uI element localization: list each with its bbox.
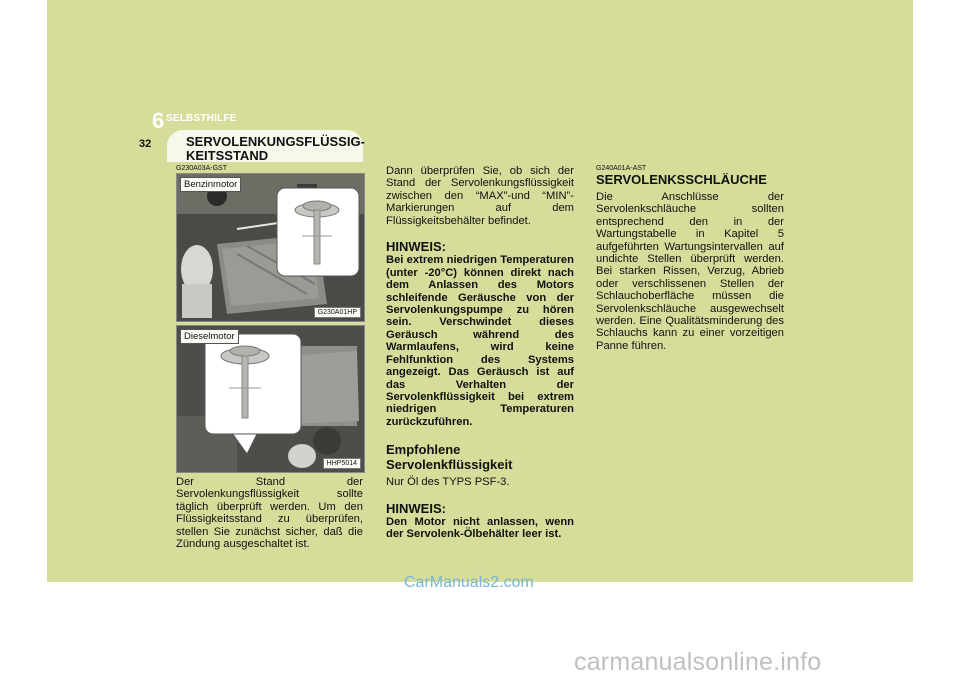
column2-intro: Dann überprüfen Sie, ob sich der Stand der Servolenkungsflüssigkeit zwischen den “MAX”-und “MIN”-Markierungen auf dem Flüssigkeitsbehälter befindet. bbox=[386, 165, 574, 227]
photo-label-diesel: Dieselmotor bbox=[180, 329, 239, 344]
photo-label-gasoline: Benzinmotor bbox=[180, 177, 241, 192]
section2-body-text: Die Anschlüsse der Servolenkschläuche sollten entsprechend den in der Wartungstabelle in Kapitel 5 aufgeführten Wartungsintervallen auf undichte Stellen überprüft werden. Bei starken Rissen, Verzug, Abrieb oder verschlissenen Stellen der Schlauchoberfläche müssen die Servolenkschläuche ausgewechselt werden. Eine Qualitätsminderung des Schlauchs kann zu einer vorzeitigen Panne führen. bbox=[596, 191, 784, 352]
engine-photo-diesel bbox=[176, 325, 365, 473]
section2-title: SERVOLENKSSCHLÄUCHE bbox=[596, 172, 767, 187]
section1-body-text: Der Stand der Servolenkungsflüssigkeit sollte täglich überprüft werden. Um den Flüssigkeitsstand zu überprüfen, stellen Sie zunächst sicher, daß die Zündung ausgeschaltet ist. bbox=[176, 476, 363, 551]
page-number: 32 bbox=[139, 138, 152, 150]
column2 bbox=[386, 165, 574, 541]
photo-code-diesel: HHP5014 bbox=[323, 458, 361, 469]
engine-bay-gasoline-illustration bbox=[177, 174, 364, 321]
note2-text: Den Motor nicht anlassen, wenn der Servolenk-Ölbehälter leer ist. bbox=[386, 515, 574, 541]
section-title: SERVOLENKUNGSFLÜSSIG-KEITSSTAND bbox=[186, 134, 365, 163]
chapter-number: 6 bbox=[152, 108, 165, 133]
note1-text: Bei extrem niedrigen Temperaturen (unter -20°C) können direkt nach dem Anlassen des Motors schleifende Geräusche von der Servolenkungspumpe zu hören sein. Verschwindet dieses Geräusch während des Warmlaufens, wird keine Fehlfunktion des Systems angezeigt. Das Geräusch ist auf das Verhalten der Servolenkflüssigkeit bei extrem niedrigen Temperaturen zurückzuführen. bbox=[386, 254, 574, 428]
chapter-title: SELBSTHILFE bbox=[166, 113, 237, 124]
section2-code: G240A01A-AST bbox=[596, 165, 647, 172]
section1-body bbox=[176, 476, 363, 550]
engine-bay-diesel-illustration bbox=[177, 326, 364, 472]
section2-body bbox=[596, 191, 784, 352]
photo-code-gasoline: G230A01HP bbox=[314, 307, 361, 318]
watermark-carmanualsonline: carmanualsonline.info bbox=[574, 648, 822, 676]
watermark-carmanuals2: CarManuals2.com bbox=[404, 574, 534, 591]
recommended-heading: Empfohlene Servolenkflüssigkeit bbox=[386, 442, 513, 473]
recommended-text: Nur Öl des TYPS PSF-3. bbox=[386, 476, 510, 489]
engine-photo-gasoline bbox=[176, 173, 365, 322]
note1-heading: HINWEIS: bbox=[386, 239, 446, 255]
note2-heading: HINWEIS: bbox=[386, 500, 446, 516]
section-code: G230A03A-GST bbox=[176, 165, 227, 172]
